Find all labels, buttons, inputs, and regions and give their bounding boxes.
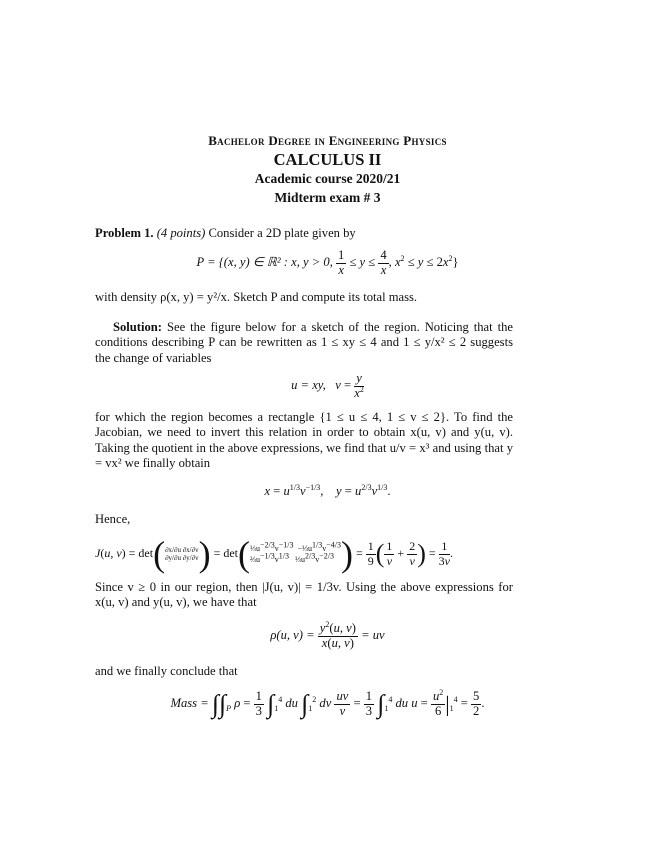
solution-para-4: and we finally conclude that: [95, 664, 238, 678]
solution-para-2: for which the region becomes a rectangle {1 ≤ u ≤ 4, 1 ≤ v ≤ 2}. To find the Jacobian, we need to invert this relation in order to obtain x(u, v) and y(u, v). Taking the quotient in the above expressions, we find that u/v = x³ and using that y = vx² we finally obtain: [95, 410, 513, 470]
problem-points: (4 points): [156, 226, 206, 240]
hence-text: Hence,: [95, 512, 131, 526]
problem-label: Problem 1.: [95, 226, 154, 240]
solution-para-1: Solution: See the figure below for a sketch of the region. Noticing that the conditions describing P can be rewritten as 1 ≤ xy ≤ 4 and 1 ≤ y/x² ≤ 2 suggests the change of variables: [95, 320, 513, 365]
degree-title: Bachelor Degree in Engineering Physics: [208, 133, 447, 148]
course-title: CALCULUS II: [273, 150, 382, 169]
solution-para-3: Since v ≥ 0 in our region, then |J(u, v)| = 1/3v. Using the above expressions for x(u, v) and y(u, v), we have that: [95, 580, 513, 610]
exam-title: Midterm exam # 3: [274, 190, 381, 205]
problem-intro: Consider a 2D plate given by: [208, 226, 356, 240]
solution-label: Solution:: [113, 320, 162, 334]
change-of-variables: u = xy, v = $\frac{y}{x^2}$: [291, 371, 364, 400]
problem-statement: [95, 226, 513, 241]
mass-integral: Mass = $\int\int_P$ ρ = $\frac{1}{3}$ $\int_1^4$ du $\int_1^2$ dv $\frac{uv}{v}$ = $\frac{1}{3}$ $\int_1^4$ du u = $\frac{u^2}{6}$ $|_1^4$ = $\frac{5}{2}$ .: [170, 687, 485, 719]
set-definition: P = {(x, y) ∈ ℝ² : x, y > 0, $\frac{1}{x}$ ≤ y ≤ $\frac{4}{x}$ , $x^2 \le y \le 2x^2$}: [196, 248, 459, 277]
academic-year: Academic course 2020/21: [254, 171, 401, 186]
density-text: with density ρ(x, y) = y²/x. Sketch P and compute its total mass.: [95, 290, 418, 304]
jacobian-equation: J(u, v) = det(∂x/∂u ∂x/∂v ∂y/∂u $\partial y/\partial v) = \det(\frac{1}{3}u^{-2/3}v^{-1/3}$ $-\frac{1}{3}u^{1/3}v^{-4/3}$ $\frac{2}{3}u^{-1/3}v^{1/3}$ $\frac{1}{3}u^{2/3}v^{-2/3}$ ) = $\frac{1}{9}$ ( $\frac{1}{v}$ + $\frac{2}{v}$ ) = $\frac{1}{3v}$ .: [95, 534, 453, 574]
inverse-relation: $x = u^{1/3}v^{-1/3}$, $y = u^{2/3}v^{1/3}$.: [264, 482, 391, 498]
density-transformed: ρ(u, v) = $\frac{y^2(u, v)}{x(u, v)}$ = uv: [270, 619, 385, 650]
